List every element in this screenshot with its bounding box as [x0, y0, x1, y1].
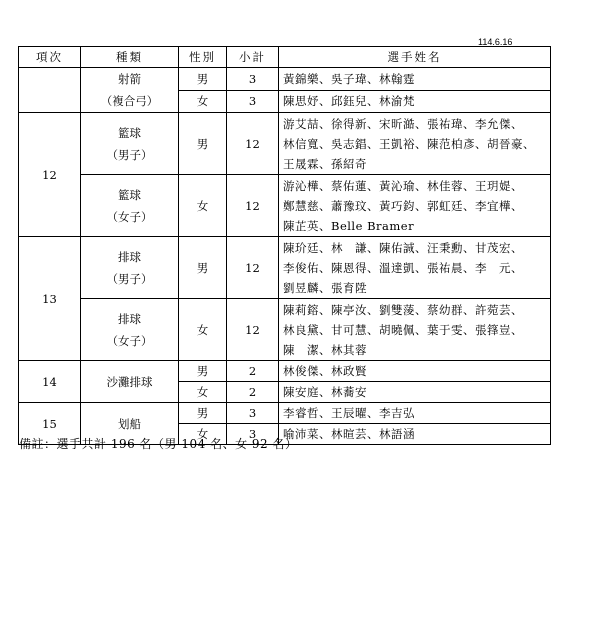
sport-category: （女子）	[106, 333, 153, 348]
header-names: 選手姓名	[279, 47, 551, 68]
names-cell: 喻沛菜、林暄芸、林語涵	[279, 424, 551, 445]
count-cell: 12	[227, 237, 279, 299]
header-sport: 種類	[81, 47, 179, 68]
gender-cell: 女	[179, 175, 227, 237]
names-line: 李俊佑、陳恩得、溫達凱、張祐晨、李 元、	[283, 260, 523, 275]
names-line: 林信寬、吳志錩、王凱裕、陳范柏彥、胡晉豪、	[283, 136, 535, 151]
sport-cell	[81, 68, 179, 113]
count-cell: 2	[227, 361, 279, 382]
sport-category: （男子）	[106, 271, 153, 286]
names-cell	[279, 299, 551, 361]
count-cell: 3	[227, 90, 279, 113]
names-cell	[279, 237, 551, 299]
names-cell: 黃錦樂、吳子瑋、林翰霆	[279, 68, 551, 91]
gender-cell: 女	[179, 90, 227, 113]
names-line: 陳 潔、林其蓉	[283, 342, 367, 357]
gender-cell: 男	[179, 403, 227, 424]
names-line: 陳芷英、Belle Bramer	[283, 218, 415, 233]
names-cell: 陳安庭、林蕎安	[279, 382, 551, 403]
sport-name: 射箭	[118, 72, 141, 86]
gender-cell: 女	[179, 382, 227, 403]
names-line: 劉昱麟、張育陞	[283, 280, 367, 295]
names-line: 陳玠廷、林 謙、陳佑誠、汪秉勳、甘茂宏、	[283, 240, 523, 255]
names-line: 游沁樺、蔡佑蓮、黃沁瑜、林佳蓉、王玥媞、	[283, 178, 523, 193]
table-row	[19, 237, 551, 299]
sport-category: （女子）	[106, 209, 153, 224]
item-cell: 13	[19, 237, 81, 361]
count-cell: 12	[227, 299, 279, 361]
table-row	[19, 361, 551, 382]
names-cell	[279, 175, 551, 237]
sport-category: （男子）	[106, 147, 153, 162]
sport-cell: 划船	[81, 403, 179, 445]
item-cell: 15	[19, 403, 81, 445]
gender-cell: 男	[179, 361, 227, 382]
sport-cell	[81, 175, 179, 237]
gender-cell: 男	[179, 113, 227, 175]
gender-cell: 女	[179, 424, 227, 445]
item-cell: 12	[19, 113, 81, 237]
table-row	[19, 299, 551, 361]
names-line: 陳莉鎔、陳亭汝、劉雙蔆、蔡幼群、許菀芸、	[283, 302, 523, 317]
header-gender: 性別	[179, 47, 227, 68]
footnote: 備註：選手共計 196 名（男 104 名、女 92 名）	[19, 437, 298, 451]
sport-name: 排球	[118, 311, 141, 326]
names-line: 鄭慧慈、蕭豫玟、黃巧鈞、郭虹廷、李宜樺、	[283, 198, 523, 213]
sport-name: 籃球	[118, 187, 141, 202]
count-cell: 12	[227, 113, 279, 175]
sport-name: 籃球	[118, 125, 141, 140]
names-cell: 陳思妤、邱鈺兒、林渝梵	[279, 90, 551, 113]
sport-cell: 沙灘排球	[81, 361, 179, 403]
sport-category: （複合弓）	[100, 94, 159, 108]
count-cell: 3	[227, 424, 279, 445]
item-cell	[19, 68, 81, 113]
item-cell: 14	[19, 361, 81, 403]
gender-cell: 女	[179, 299, 227, 361]
count-cell: 3	[227, 68, 279, 91]
count-cell: 12	[227, 175, 279, 237]
count-cell: 3	[227, 403, 279, 424]
count-cell: 2	[227, 382, 279, 403]
gender-cell: 男	[179, 68, 227, 91]
sport-name: 排球	[118, 249, 141, 264]
sport-cell	[81, 237, 179, 299]
table-row	[19, 403, 551, 424]
names-line: 王晟霖、孫紹奇	[283, 156, 367, 171]
names-cell: 李睿哲、王辰曜、李吉弘	[279, 403, 551, 424]
athlete-roster-table	[18, 46, 551, 445]
table-row	[19, 68, 551, 91]
document-date: 114.6.16	[478, 37, 513, 47]
header-row	[19, 47, 551, 68]
header-item: 項次	[19, 47, 81, 68]
gender-cell: 男	[179, 237, 227, 299]
table-row	[19, 113, 551, 175]
names-line: 林良黛、甘可慧、胡曉佩、葉于雯、張箨豈、	[283, 322, 523, 337]
sport-cell	[81, 113, 179, 175]
names-cell	[279, 113, 551, 175]
names-line: 游艾喆、徐得新、宋昕澔、張祐瑋、李允傑、	[283, 116, 523, 131]
header-subtotal: 小計	[227, 47, 279, 68]
sport-cell	[81, 299, 179, 361]
names-cell: 林俊傑、林政賢	[279, 361, 551, 382]
table-row	[19, 175, 551, 237]
